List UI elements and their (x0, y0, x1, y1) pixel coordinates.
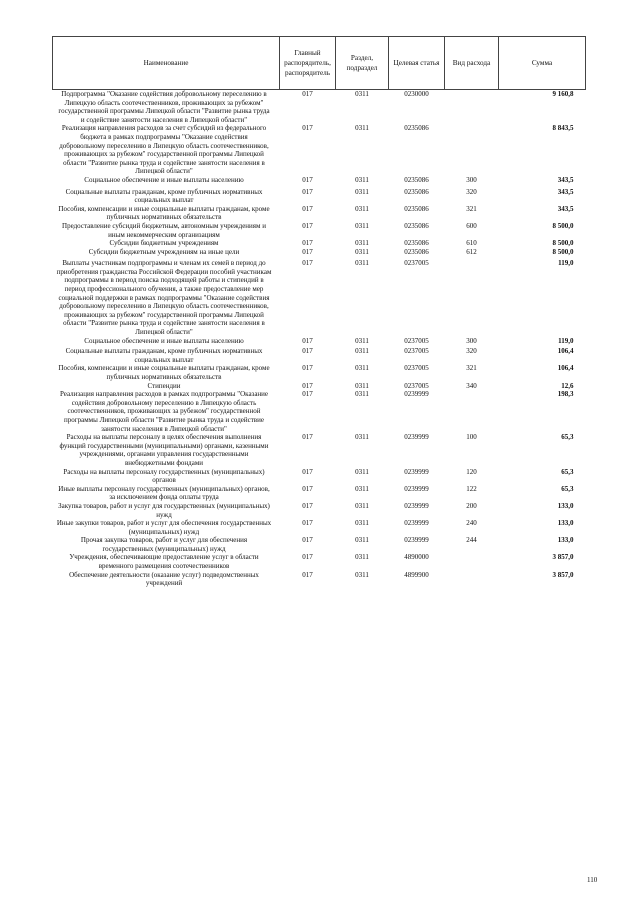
cell-sum: 343,5 (557, 204, 574, 213)
table-row (53, 90, 586, 125)
cell-target: 0239999 (404, 536, 429, 545)
table-row (53, 390, 586, 433)
cell-section: 0311 (355, 347, 369, 356)
cell-admin: 017 (302, 570, 313, 579)
cell-section: 0311 (355, 239, 369, 248)
cell-type: 612 (466, 247, 477, 256)
cell-name: Пособия, компенсации и иные социальные выплаты гражданам, кроме публичных нормативных обязательств (58, 204, 270, 222)
cell-admin: 017 (302, 336, 313, 345)
table-row (53, 176, 586, 188)
cell-section: 0311 (355, 221, 369, 230)
table-row (53, 124, 586, 176)
header-sum: Сумма (499, 37, 586, 90)
header-section: Раздел, подраздел (336, 37, 389, 90)
header-target: Целевая статья (389, 37, 445, 90)
table-row (53, 259, 586, 336)
cell-section: 0311 (355, 570, 369, 579)
cell-section: 0311 (355, 336, 369, 345)
table-row (53, 239, 586, 248)
cell-section: 0311 (355, 364, 369, 373)
cell-name: Социальное обеспечение и иные выплаты населению (84, 175, 244, 184)
cell-admin: 017 (302, 124, 313, 133)
cell-admin: 017 (302, 239, 313, 248)
table-row (53, 571, 586, 588)
table-row (53, 382, 586, 391)
cell-section: 0311 (355, 259, 369, 268)
cell-name: Субсидии бюджетным учреждениям (109, 239, 219, 248)
cell-target: 0239999 (404, 501, 429, 510)
table-row (53, 519, 586, 536)
cell-section: 0311 (355, 484, 369, 493)
cell-type: 321 (466, 204, 477, 213)
cell-admin: 017 (302, 381, 313, 390)
cell-type: 321 (466, 364, 477, 373)
cell-section: 0311 (355, 390, 369, 399)
cell-admin: 017 (302, 259, 313, 268)
cell-admin: 017 (302, 175, 313, 184)
cell-type (445, 390, 499, 433)
cell-admin: 017 (302, 364, 313, 373)
cell-target: 4899900 (404, 570, 429, 579)
cell-section: 0311 (355, 536, 369, 545)
cell-type: 300 (466, 336, 477, 345)
cell-type (445, 553, 499, 570)
cell-section: 0311 (355, 90, 369, 98)
cell-admin: 017 (302, 519, 313, 528)
cell-target: 0235086 (404, 221, 429, 230)
table-row (53, 188, 586, 205)
cell-type: 240 (466, 519, 477, 528)
cell-sum: 8 500,0 (552, 247, 574, 256)
cell-name: Расходы на выплаты персоналу государственных (муниципальных) органов (63, 467, 265, 485)
cell-name: Социальные выплаты гражданам, кроме публичных нормативных социальных выплат (65, 347, 263, 364)
cell-target: 0237005 (404, 364, 429, 373)
cell-type: 244 (466, 536, 477, 545)
budget-table (52, 36, 586, 588)
cell-target: 4890000 (404, 553, 429, 562)
cell-type: 340 (466, 381, 477, 390)
table-header-row (53, 37, 586, 90)
cell-admin: 017 (302, 553, 313, 562)
cell-admin: 017 (302, 467, 313, 476)
cell-sum: 8 500,0 (552, 239, 574, 248)
cell-sum: 343,5 (557, 187, 574, 196)
cell-name: Обеспечение деятельности (оказание услуг) подведомственных учреждений (69, 570, 259, 588)
cell-admin: 017 (302, 484, 313, 493)
cell-name: Подпрограмма "Оказание содействия добровольному переселению в Липецкую область соотечественников, проживающих за рубежом" государственной программы Липецкой области "Развитие рынка труда и содействие занятости населения в Липецкой области" (58, 90, 270, 124)
table-row (53, 553, 586, 570)
cell-name: Иные закупки товаров, работ и услуг для обеспечения государственных (муниципальных) нужд (56, 519, 272, 536)
cell-sum: 106,4 (557, 364, 574, 373)
cell-target: 0237005 (404, 336, 429, 345)
cell-sum: 119,0 (558, 336, 574, 345)
cell-target: 0239999 (404, 484, 429, 493)
header-expense-type: Вид расхода (445, 37, 499, 90)
cell-name: Учреждения, обеспечивающие предоставление услуг в области временного размещения соотечественников (69, 553, 259, 571)
cell-type: 122 (466, 484, 477, 493)
cell-target: 0237005 (404, 381, 429, 390)
cell-sum: 65,3 (561, 467, 574, 476)
cell-admin: 017 (302, 90, 313, 98)
cell-type (445, 90, 499, 125)
cell-admin: 017 (302, 536, 313, 545)
cell-sum: 106,4 (557, 347, 574, 356)
cell-name: Социальные выплаты гражданам, кроме публичных нормативных социальных выплат (65, 187, 263, 205)
cell-target: 0235086 (404, 239, 429, 248)
cell-target: 0239999 (404, 467, 429, 476)
table-row (53, 433, 586, 467)
cell-type: 610 (466, 239, 477, 248)
cell-name: Стипендии (147, 381, 181, 390)
cell-type: 600 (466, 221, 477, 230)
table-body (53, 90, 586, 588)
cell-admin: 017 (302, 221, 313, 230)
cell-target: 0237005 (404, 259, 429, 268)
cell-admin: 017 (302, 204, 313, 213)
cell-sum: 12,6 (561, 381, 574, 390)
cell-sum: 65,3 (561, 433, 574, 442)
cell-name: Прочая закупка товаров, работ и услуг для обеспечения государственных (муниципальных) нужд (80, 536, 248, 553)
cell-sum: 8 500,0 (552, 221, 574, 230)
table-row (53, 248, 586, 260)
table-row (53, 364, 586, 381)
cell-target: 0239999 (404, 433, 429, 442)
cell-section: 0311 (355, 553, 369, 562)
cell-name: Социальное обеспечение и иные выплаты населению (84, 336, 244, 345)
table-row (53, 222, 586, 239)
cell-section: 0311 (355, 433, 369, 442)
cell-target: 0239999 (404, 519, 429, 528)
cell-section: 0311 (355, 204, 369, 213)
cell-section: 0311 (355, 187, 369, 196)
cell-name: Предоставление субсидий бюджетным, автономным учреждениям и иным некоммерческим организациям (62, 221, 266, 239)
cell-type (445, 124, 499, 176)
cell-name: Субсидии бюджетным учреждениям на иные цели (88, 247, 240, 256)
cell-admin: 017 (302, 347, 313, 356)
cell-sum: 8 843,5 (552, 124, 574, 133)
cell-sum: 133,0 (557, 519, 574, 528)
cell-name: Закупка товаров, работ и услуг для государственных (муниципальных) нужд (58, 501, 270, 519)
cell-target: 0235086 (404, 247, 429, 256)
cell-type: 300 (466, 175, 477, 184)
cell-section: 0311 (355, 381, 369, 390)
cell-section: 0311 (355, 467, 369, 476)
cell-sum: 9 160,8 (552, 90, 574, 98)
cell-sum: 133,0 (557, 536, 574, 545)
cell-name: Реализация направления расходов за счет субсидий из федерального бюджета в рамках подпрограммы "Оказание содействия добровольному переселению в Липецкую область соотечественников, проживающих за рубежом" государственной программы Липецкой области "Развитие рынка труда и содействие занятости населения в Липецкой области" (59, 124, 269, 176)
table-row (53, 536, 586, 553)
cell-name: Выплаты участникам подпрограммы и членам их семей в период до приобретения гражданства Российской Федерации пособий участникам подпрограммы в период поиска подходящей работы и стипендий в период профессионального обучения, а также предоставление мер социальной поддержки в рамках подпрограммы "Оказание содействия добровольному переселению в Липецкую область соотечественников, проживающих за рубежом" государственной программы Липецкой области "Развитие рынка труда и содействие занятости населения в Липецкой области" (56, 259, 272, 337)
table-row (53, 485, 586, 502)
cell-target: 0235086 (404, 204, 429, 213)
cell-target: 0239999 (404, 390, 429, 399)
cell-type: 120 (466, 467, 477, 476)
cell-section: 0311 (355, 501, 369, 510)
cell-section: 0311 (355, 247, 369, 256)
cell-sum: 3 857,0 (552, 570, 574, 579)
header-admin: Главный распорядитель, распорядитель (280, 37, 336, 90)
cell-name: Иные выплаты персоналу государственных (муниципальных) органов, за исключением фонда оплаты труда (58, 484, 270, 502)
cell-name: Пособия, компенсации и иные социальные выплаты гражданам, кроме публичных нормативных обязательств (58, 364, 270, 381)
header-name: Наименование (53, 37, 280, 90)
cell-target: 0235086 (404, 187, 429, 196)
cell-sum: 343,5 (557, 175, 574, 184)
cell-type (445, 571, 499, 588)
cell-sum: 198,3 (557, 390, 574, 399)
cell-admin: 017 (302, 247, 313, 256)
table-row (53, 347, 586, 364)
cell-type: 200 (466, 501, 477, 510)
cell-target: 0235086 (404, 124, 429, 133)
cell-type (445, 259, 499, 336)
cell-name: Расходы на выплаты персоналу в целях обеспечения выполнения функций государственными (муниципальными) органами, казенными учреждениями, органами управления государственными внебюджетными фондами (59, 433, 269, 467)
page-number: 110 (587, 876, 598, 884)
cell-type: 320 (466, 347, 477, 356)
table-row (53, 205, 586, 222)
table-row (53, 468, 586, 485)
table-row (53, 337, 586, 348)
cell-target: 0230000 (404, 90, 429, 98)
cell-admin: 017 (302, 433, 313, 442)
cell-section: 0311 (355, 519, 369, 528)
cell-section: 0311 (355, 124, 369, 133)
cell-sum: 119,0 (558, 259, 574, 268)
cell-sum: 65,3 (561, 484, 574, 493)
cell-target: 0237005 (404, 347, 429, 356)
cell-sum: 133,0 (557, 501, 574, 510)
cell-type: 320 (466, 187, 477, 196)
cell-sum: 3 857,0 (552, 553, 574, 562)
table-row (53, 502, 586, 519)
cell-section: 0311 (355, 175, 369, 184)
cell-type: 100 (466, 433, 477, 442)
cell-name: Реализация направления расходов в рамках подпрограммы "Оказание содействия добровольному переселению в Липецкую область соотечественников, проживающих за рубежом" государственной программы Липецкой области "Развитие рынка труда и содействие занятости населения в Липецкой области" (59, 390, 269, 433)
cell-admin: 017 (302, 187, 313, 196)
cell-target: 0235086 (404, 175, 429, 184)
cell-admin: 017 (302, 390, 313, 399)
cell-admin: 017 (302, 501, 313, 510)
